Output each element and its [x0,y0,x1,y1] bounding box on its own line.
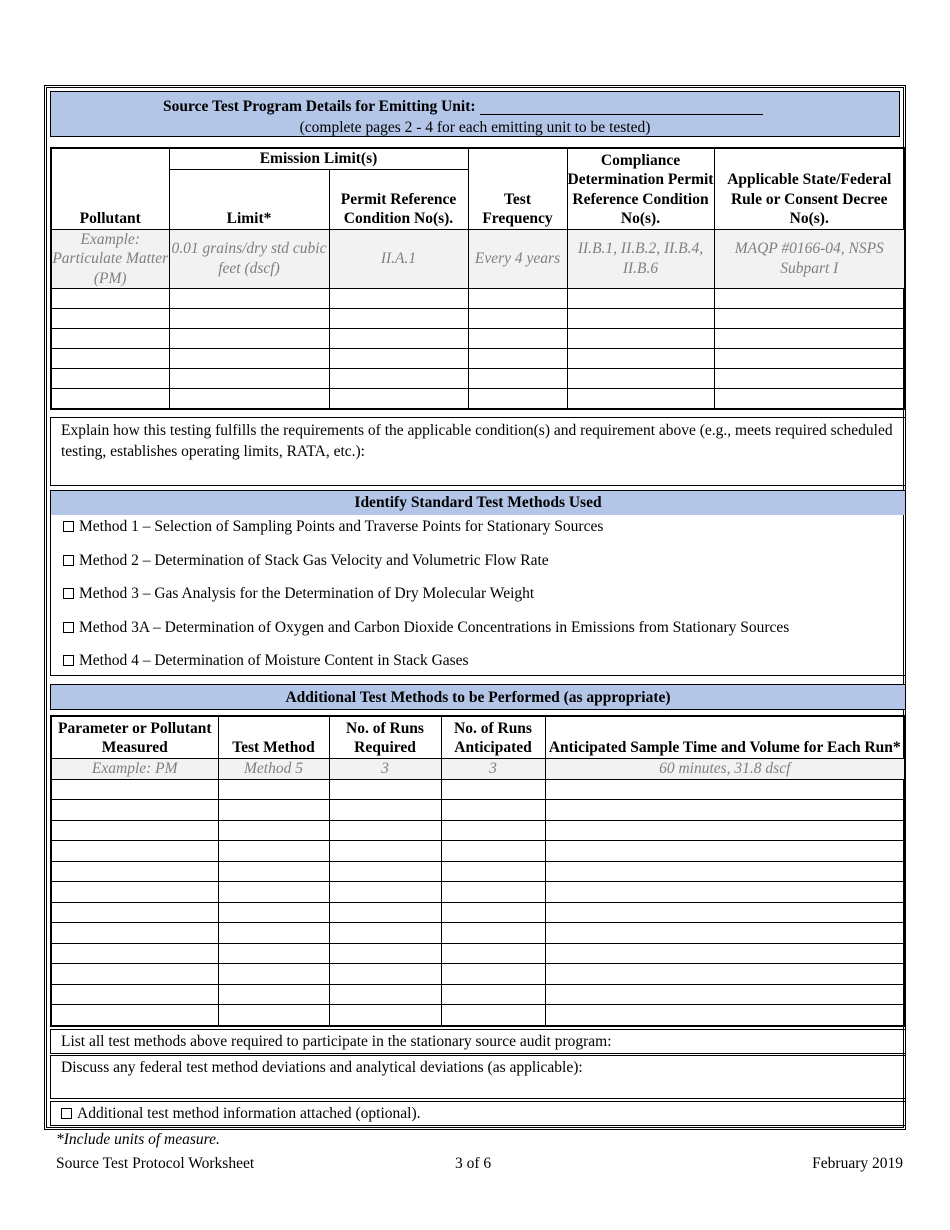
col-test-method: Test Method [218,716,329,758]
table-row[interactable] [51,820,905,841]
table-row[interactable] [51,329,905,349]
section-title: Source Test Program Details for Emitting Unit: [163,98,476,115]
table-row[interactable] [51,841,905,862]
method-4-option[interactable]: Method 4 – Determination of Moisture Content in Stack Gases [63,651,469,672]
table-row[interactable] [51,779,905,800]
footer-date: February 2019 [812,1155,903,1172]
checkbox[interactable] [63,521,74,532]
footnote: *Include units of measure. [56,1131,220,1148]
table-row[interactable] [51,882,905,903]
table-row[interactable] [51,349,905,369]
table-row[interactable] [51,1005,905,1026]
checkbox[interactable] [63,622,74,633]
table-row[interactable] [51,861,905,882]
form-frame [44,85,906,1130]
method-1-option[interactable]: Method 1 – Selection of Sampling Points and Traverse Points for Stationary Sources [63,517,603,538]
attachment-option[interactable] [50,1101,906,1126]
col-runs-required: No. of Runs Required [329,716,441,758]
table-row[interactable] [51,943,905,964]
col-pollutant: Pollutant [51,148,169,229]
additional-methods-table [50,715,906,1027]
example-row: Example: Particulate Matter (PM) 0.01 grains/dry std cubic feet (dscf) II.A.1 Every 4 years II.B.1, II.B.2, II.B.4, II.B.6 MAQP #0166-04, NSPS Subpart I [51,229,905,289]
explain-text: Explain how this testing fulfills the requirements of the applicable condition(s) and requirement above (e.g., meets required scheduled testing, establishes operating limits, RATA, etc.): [61,422,893,460]
table-row[interactable] [51,923,905,944]
section-subtitle: (complete pages 2 - 4 for each emitting unit to be tested) [299,119,651,136]
attachment-text: Additional test method information attached (optional). [77,1105,421,1122]
table-row[interactable] [51,289,905,309]
deviations-text: Discuss any federal test method deviations and analytical deviations (as applicable): [61,1059,583,1076]
checkbox[interactable] [63,655,74,666]
section-header-emitting-unit [50,91,900,137]
method-2-option[interactable]: Method 2 – Determination of Stack Gas Velocity and Volumetric Flow Rate [63,551,549,572]
deviations-field[interactable] [50,1055,906,1099]
checkbox[interactable] [63,555,74,566]
col-group-emission-limits: Emission Limit(s) [169,148,468,169]
table-row[interactable] [51,902,905,923]
table-row[interactable] [51,800,905,821]
table-row[interactable] [51,369,905,389]
table-row[interactable] [51,309,905,329]
col-parameter: Parameter or Pollutant Measured [51,716,218,758]
table-row[interactable] [51,389,905,410]
explain-field[interactable] [50,417,906,486]
col-compliance-determination: Compliance Determination Permit Reference Condition No(s). [567,148,714,229]
additional-methods-title: Additional Test Methods to be Performed (as appropriate) [50,684,906,710]
page-number: 3 of 6 [455,1155,492,1172]
checkbox[interactable] [63,588,74,599]
standard-methods-title: Identify Standard Test Methods Used [51,491,905,515]
emission-limits-table [50,147,906,410]
method-3-option[interactable]: Method 3 – Gas Analysis for the Determination of Dry Molecular Weight [63,584,534,605]
table-row[interactable] [51,964,905,985]
method-3a-option[interactable]: Method 3A – Determination of Oxygen and Carbon Dioxide Concentrations in Emissions from Stationary Sources [63,618,789,639]
col-permit-reference: Permit Reference Condition No(s). [329,169,468,229]
footer-left: Source Test Protocol Worksheet [56,1155,255,1172]
col-limit: Limit* [169,169,329,229]
audit-program-field[interactable] [50,1029,906,1054]
audit-program-text: List all test methods above required to participate in the stationary source audit program: [61,1033,612,1050]
col-applicable-rule: Applicable State/Federal Rule or Consent Decree No(s). [714,148,905,229]
emitting-unit-field[interactable] [480,98,763,115]
example-row: Example: PM Method 5 3 3 60 minutes, 31.8 dscf [51,758,905,779]
table-row[interactable] [51,984,905,1005]
col-test-frequency: Test Frequency [468,148,567,229]
col-sample-time-volume: Anticipated Sample Time and Volume for Each Run* [545,716,905,758]
col-runs-anticipated: No. of Runs Anticipated [441,716,545,758]
standard-methods-section [50,490,906,676]
checkbox[interactable] [61,1108,72,1119]
